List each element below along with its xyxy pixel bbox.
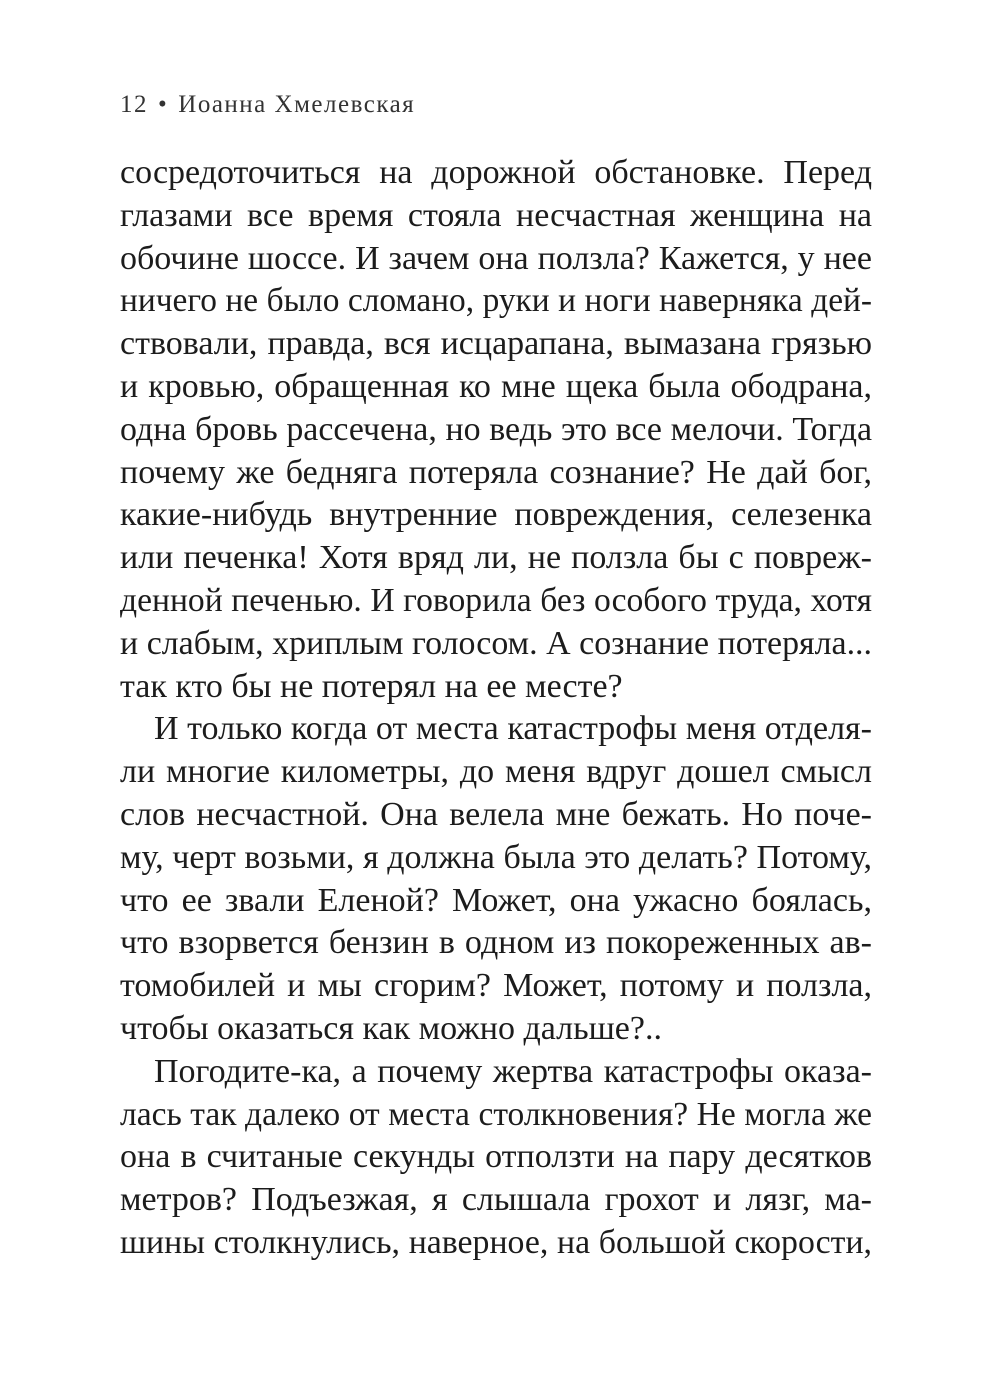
running-head (120, 91, 415, 119)
text-line: она в считаные секунды отползти на пару десятков (120, 1138, 872, 1176)
text-line: ничего не было сломано, руки и ноги наверняка дей- (120, 282, 872, 320)
text-line: что взорвется бензин в одном из покореженных ав- (120, 924, 872, 962)
text-line: слов несчастной. Она велела мне бежать. Но поче- (120, 795, 872, 833)
text-line: или печенка! Хотя вряд ли, не ползла бы с повреж- (120, 539, 872, 577)
text-line: почему же бедняга потеряла сознание? Не дай бог, (120, 453, 872, 491)
text-line: сосредоточиться на дорожной обстановке. Перед (120, 154, 872, 191)
text-line: шины столкнулись, наверное, на большой скорости, (120, 1223, 872, 1261)
text-line: и слабым, хриплым голосом. А сознание потеряла... (120, 624, 872, 662)
text-line: и кровью, обращенная ко мне щека была ободрана, (120, 367, 872, 405)
text-line-paragraph-end: так кто бы не потерял на ее месте? (120, 667, 623, 705)
text-line: какие-нибудь внутренние повреждения, селезенка (120, 496, 872, 534)
text-line: му, черт возьми, я должна была это делать? Потому, (120, 838, 872, 876)
page-number: 12 (120, 91, 148, 118)
header-separator: • (158, 91, 169, 118)
text-line: что ее звали Еленой? Может, она ужасно боялась, (120, 881, 872, 919)
author-name: Иоанна Хмелевская (178, 91, 416, 118)
text-line-paragraph-start: Погодите-ка, а почему жертва катастрофы оказа- (154, 1052, 872, 1090)
text-line: томобилей и мы сгорим? Может, потому и ползла, (120, 967, 872, 1005)
text-line: лась так далеко от места столкновения? Не могла же (120, 1095, 872, 1133)
text-line: одна бровь рассечена, но ведь это все мелочи. Тогда (120, 410, 872, 448)
text-line: глазами все время стояла несчастная женщина на (120, 196, 872, 234)
body-text (120, 152, 872, 1265)
text-line: ствовали, правда, вся исцарапана, вымазана грязью (120, 325, 872, 363)
text-line-paragraph-end: чтобы оказаться как можно дальше?.. (120, 1009, 662, 1047)
text-line: обочине шоссе. И зачем она ползла? Кажется, у нее (120, 239, 872, 277)
text-line: метров? Подъезжая, я слышала грохот и лязг, ма- (120, 1181, 872, 1219)
text-line-paragraph-start: И только когда от места катастрофы меня отделя- (154, 710, 872, 748)
text-line: ли многие километры, до меня вдруг дошел смысл (120, 753, 872, 791)
text-line: денной печенью. И говорила без особого труда, хотя (120, 581, 872, 619)
